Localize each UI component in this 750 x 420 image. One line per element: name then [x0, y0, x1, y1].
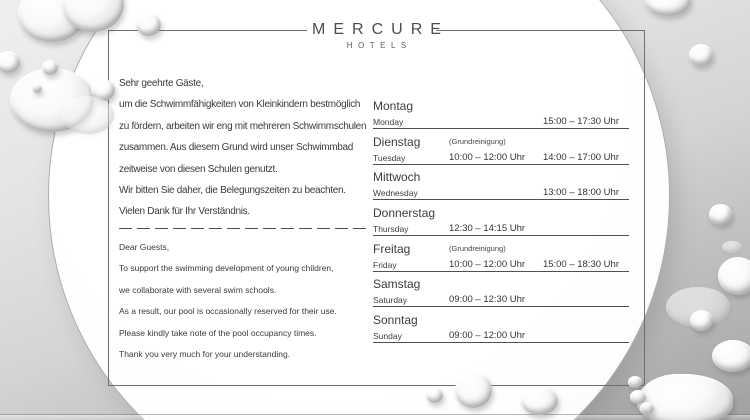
logo-subtitle-text: HOTELS [346, 41, 412, 50]
time-slot-morning: 10:00 – 12:00 Uhr [449, 259, 526, 270]
water-droplet [42, 60, 58, 75]
day-name-de: Mittwoch [373, 170, 421, 184]
mercure-logo [109, 20, 644, 50]
german-note-line: Wir bitten Sie daher, die Belegungszeiten zu beachten. [119, 185, 346, 197]
german-note-line: zu fördern, arbeiten wir eng mit mehreren Schwimmschulen [119, 120, 367, 132]
cleaning-note: (Grundreinigung) [449, 244, 506, 253]
day-name-de: Donnerstag [373, 206, 436, 220]
german-note-line: Sehr geehrte Gäste, [119, 78, 204, 89]
schedule-row-wednesday [373, 172, 629, 200]
day-name-de: Dienstag [373, 135, 421, 149]
schedule-row-thursday [373, 208, 629, 236]
notice-card [108, 21, 645, 386]
water-droplet [645, 0, 691, 16]
time-slot-afternoon: 14:00 – 17:00 Uhr [542, 152, 619, 163]
english-note-line: Thank you very much for your understanding. [119, 349, 291, 360]
water-droplet [640, 402, 654, 414]
schedule-row-saturday [373, 279, 629, 307]
water-droplet [18, 0, 86, 42]
day-name-de: Sonntag [373, 313, 418, 327]
german-note-line: um die Schwimmfähigkeiten von Kleinkindern bestmöglich [119, 99, 361, 111]
german-note-line: zusammen. Aus diesem Grund wird unser Schwimmbad [119, 142, 354, 154]
day-name-en: Wednesday [373, 188, 418, 198]
day-name-de: Samstag [373, 277, 421, 291]
water-droplet [630, 390, 646, 404]
english-note-line: As a result, our pool is occasionally reserved for their use. [119, 306, 337, 317]
time-slot-afternoon: 15:00 – 17:30 Uhr [542, 116, 619, 127]
schedule-row-monday [373, 101, 629, 129]
day-name-en: Monday [373, 117, 404, 127]
logo-brand-text: MERCURE [312, 21, 449, 38]
time-slot-morning: 09:00 – 12:30 Uhr [449, 294, 526, 305]
time-slot-morning: 09:00 – 12:00 Uhr [449, 330, 526, 341]
water-droplet [718, 257, 750, 295]
english-note-line: Please kindly take note of the pool occupancy times. [119, 327, 317, 338]
water-droplet [712, 340, 750, 372]
time-slot-afternoon: 13:00 – 18:00 Uhr [542, 187, 619, 198]
time-slot-afternoon: 15:00 – 18:30 Uhr [542, 259, 619, 270]
day-name-en: Tuesday [373, 153, 406, 163]
cleaning-note: (Grundreinigung) [449, 137, 506, 146]
schedule-row-tuesday [373, 137, 629, 165]
day-name-de: Freitag [373, 242, 411, 256]
water-droplet [0, 51, 20, 73]
schedule-row-sunday [373, 315, 629, 343]
water-droplet [722, 241, 742, 253]
english-note-line: To support the swimming development of young children, [119, 263, 334, 274]
time-slot-morning: 10:00 – 12:00 Uhr [449, 152, 526, 163]
dashed-divider-line [119, 228, 369, 229]
water-droplet [709, 204, 732, 225]
water-droplet [689, 44, 713, 66]
german-note-line: zeitweise von diesen Schulen genutzt. [119, 163, 278, 175]
notice-text-column [119, 73, 371, 366]
english-note-line: Dear Guests, [119, 241, 170, 252]
german-note-line: Vielen Dank für Ihr Verständnis. [119, 206, 250, 218]
water-droplet [690, 310, 713, 331]
schedule-row-friday [373, 244, 629, 272]
english-note-line: we collaborate with several swim schools. [119, 284, 277, 295]
water-droplet [32, 84, 42, 93]
day-name-en: Friday [373, 260, 397, 270]
day-name-en: Sunday [373, 331, 402, 341]
time-slot-morning: 12:30 – 14:15 Uhr [449, 223, 526, 234]
schedule-column [373, 101, 629, 351]
day-name-de: Montag [373, 99, 414, 113]
day-name-en: Thursday [373, 224, 409, 234]
day-name-en: Saturday [373, 295, 408, 305]
surface-line [0, 414, 750, 420]
water-droplet [666, 287, 730, 327]
